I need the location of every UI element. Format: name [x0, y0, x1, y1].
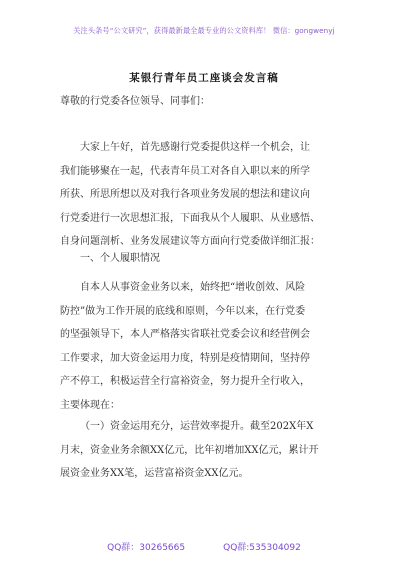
document-title: 某银行青年员工座谈会发言稿	[129, 72, 279, 84]
body-paragraph	[60, 276, 360, 417]
paragraph-line: 防控”做为工作开展的底线和原则，今年以来，在行党委	[60, 305, 306, 317]
paragraph-line: 主要体现在：	[60, 399, 120, 411]
paragraph-line: 工作要求，加大资金运用力度，特别是疫情期间，坚持停	[60, 352, 310, 364]
section-heading-block	[60, 247, 360, 271]
paragraph-line: 月末，资金业务余额XX亿元，比年初增加XX亿元，累计开	[60, 444, 319, 456]
footer	[0, 540, 408, 553]
qq-group-1: QQ群：30265665	[107, 543, 186, 553]
paragraph-line: （一）资金运用充分，运营效率提升。截至202X年X	[80, 421, 314, 432]
paragraph-line: 展资金业务XX笔，运营富裕资金XX亿元。	[60, 468, 249, 479]
subsection-paragraph	[60, 415, 360, 486]
section-heading: 一、个人履职情况	[80, 253, 160, 264]
paragraph-line: 行党委进行一次思想汇报，下面我从个人履职、从业感悟、	[60, 212, 320, 224]
paragraph-line: 所获、所思所想以及对我行各项业务发展的想法和建议向	[60, 189, 310, 200]
header-note: 关注头条号“公文研究”，获得最新最全最专业的公文资料库！ 微信：gongwenyj	[73, 26, 335, 35]
salutation	[60, 90, 360, 114]
paragraph-line: 产不停工，积极运营全行富裕资金，努力提升全行收入，	[60, 376, 310, 387]
paragraph-line: 自本人从事资金业务以来，始终把“增收创效、风险	[80, 282, 306, 293]
paragraph-line: 自身问题剖析、业务发展建议等方面向行党委做详细汇报：	[60, 236, 320, 247]
paragraph-line: 的坚强领导下，本人严格落实省联社党委会议和经营例会	[60, 329, 310, 340]
paragraph-line: 我们能够聚在一起，代表青年员工对各自入职以来的所学	[60, 165, 310, 177]
paragraph-line: 大家上午好，首先感谢行党委提供这样一个机会，让	[80, 142, 310, 153]
qq-group-2: QQ群:535304092	[223, 543, 301, 553]
intro-paragraph	[60, 136, 360, 254]
salutation-text: 尊敬的行党委各位领导、同事们：	[60, 96, 210, 107]
